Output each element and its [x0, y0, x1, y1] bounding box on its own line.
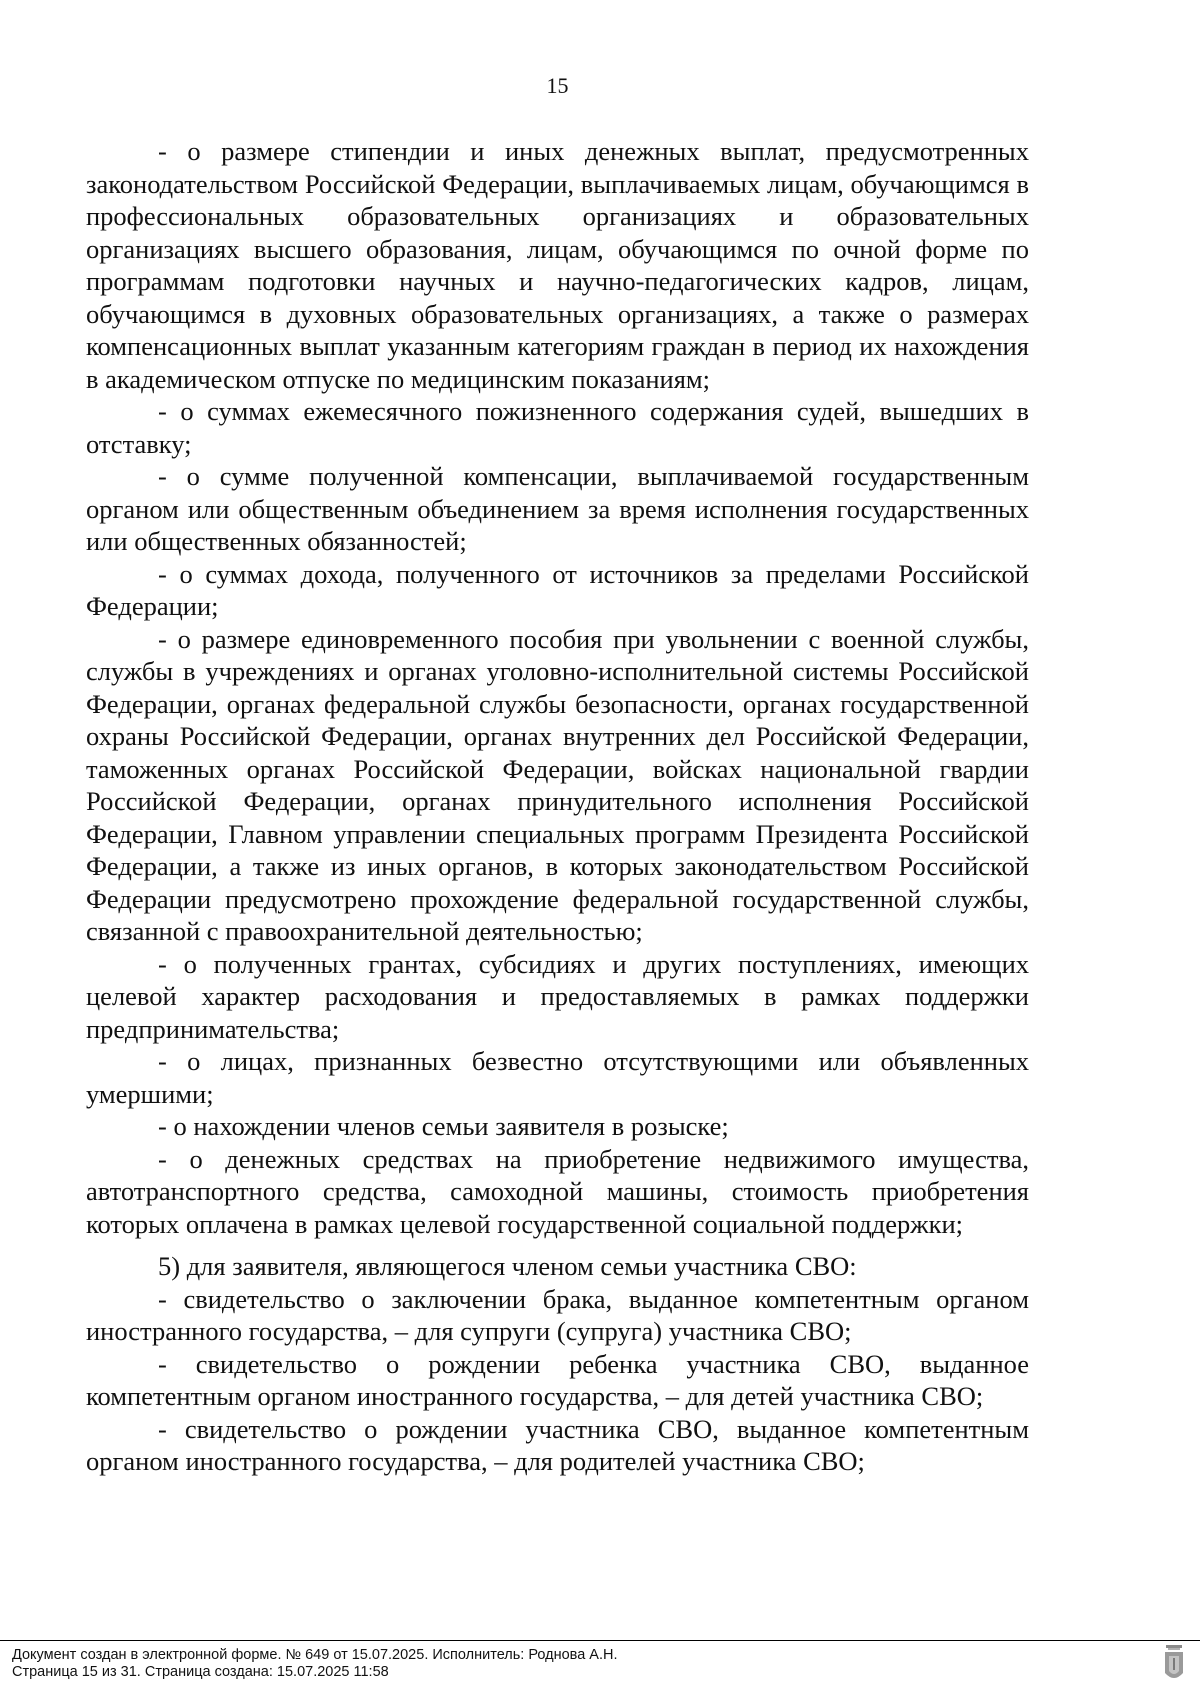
- paragraph-discharge-allowance: - о размере единовременного пособия при увольнении с военной службы, службы в учреждениях и органах уголовно-исполнительной системы Российской Федерации, органах федеральной службы безопасности, органах государственной охраны Российской Федерации, органах внутренних дел Российской Федерации, таможенных органах Российской Федерации, войсках национальной гвардии Российской Федерации, органах принудительного исполнения Российской Федерации, Главном управлении специальных программ Президента Российской Федерации, а также из иных органов, в которых законодательством Российской Федерации предусмотрено прохождение федеральной государственной службы, связанной с правоохранительной деятельностью;: [86, 623, 1029, 946]
- document-body: [86, 135, 1029, 1478]
- paragraph-judges-maintenance: - о суммах ежемесячного пожизненного содержания судей, вышедших в отставку;: [86, 396, 1029, 459]
- paragraph-child-birth-certificate: - свидетельство о рождении ребенка участника СВО, выданное компетентным органом иностранного государства, – для детей участника СВО;: [86, 1348, 1029, 1411]
- paragraph-item-5-heading: 5) для заявителя, являющегося членом семьи участника СВО:: [158, 1251, 857, 1281]
- paragraph-marriage-certificate: - свидетельство о заключении брака, выданное компетентным органом иностранного государства, – для супруги (супруга) участника СВО;: [86, 1283, 1029, 1346]
- paragraph-compensation: - о сумме полученной компенсации, выплачиваемой государственным органом или общественным объединением за время исполнения государственных или общественных обязанностей;: [86, 461, 1029, 556]
- footer-line-document-info: Документ создан в электронной форме. № 649 от 15.07.2025. Исполнитель: Роднова А.Н.: [12, 1647, 618, 1663]
- paragraph-wanted-family: - о нахождении членов семьи заявителя в розыске;: [158, 1111, 729, 1141]
- document-footer: [12, 1647, 618, 1681]
- page-number: 15: [546, 73, 569, 98]
- paragraph-grants: - о полученных грантах, субсидиях и других поступлениях, имеющих целевой характер расходования и предоставляемых в рамках поддержки предпринимательства;: [86, 948, 1029, 1044]
- footer-line-page-info: Страница 15 из 31. Страница создана: 15.07.2025 11:58: [12, 1664, 389, 1680]
- paragraph-scholarship: - о размере стипендии и иных денежных выплат, предусмотренных законодательством Российской Федерации, выплачиваемых лицам, обучающимся в профессиональных образовательных организациях и образовательных организациях высшего образования, лицам, обучающимся по очной форме по программам подготовки научных и научно-педагогических кадров, лицам, обучающимся в духовных образовательных организациях, а также о размерах компенсационных выплат указанным категориям граждан в период их нахождения в академическом отпуске по медицинским показаниям;: [86, 136, 1029, 394]
- paragraph-missing-persons: - о лицах, признанных безвестно отсутствующими или объявленных умершими;: [86, 1046, 1029, 1109]
- paragraph-participant-birth-certificate: - свидетельство о рождении участника СВО, выданное компетентным органом иностранного государства, – для родителей участника СВО;: [86, 1413, 1029, 1476]
- coat-of-arms-icon: [1162, 1645, 1186, 1685]
- paragraph-foreign-income: - о суммах дохода, полученного от источников за пределами Российской Федерации;: [86, 558, 1029, 621]
- paragraph-property-funds: - о денежных средствах на приобретение недвижимого имущества, автотранспортного средства, самоходной машины, стоимость приобретения которых оплачена в рамках целевой государственной социальной поддержки;: [86, 1143, 1029, 1239]
- footer-divider: [0, 1640, 1200, 1641]
